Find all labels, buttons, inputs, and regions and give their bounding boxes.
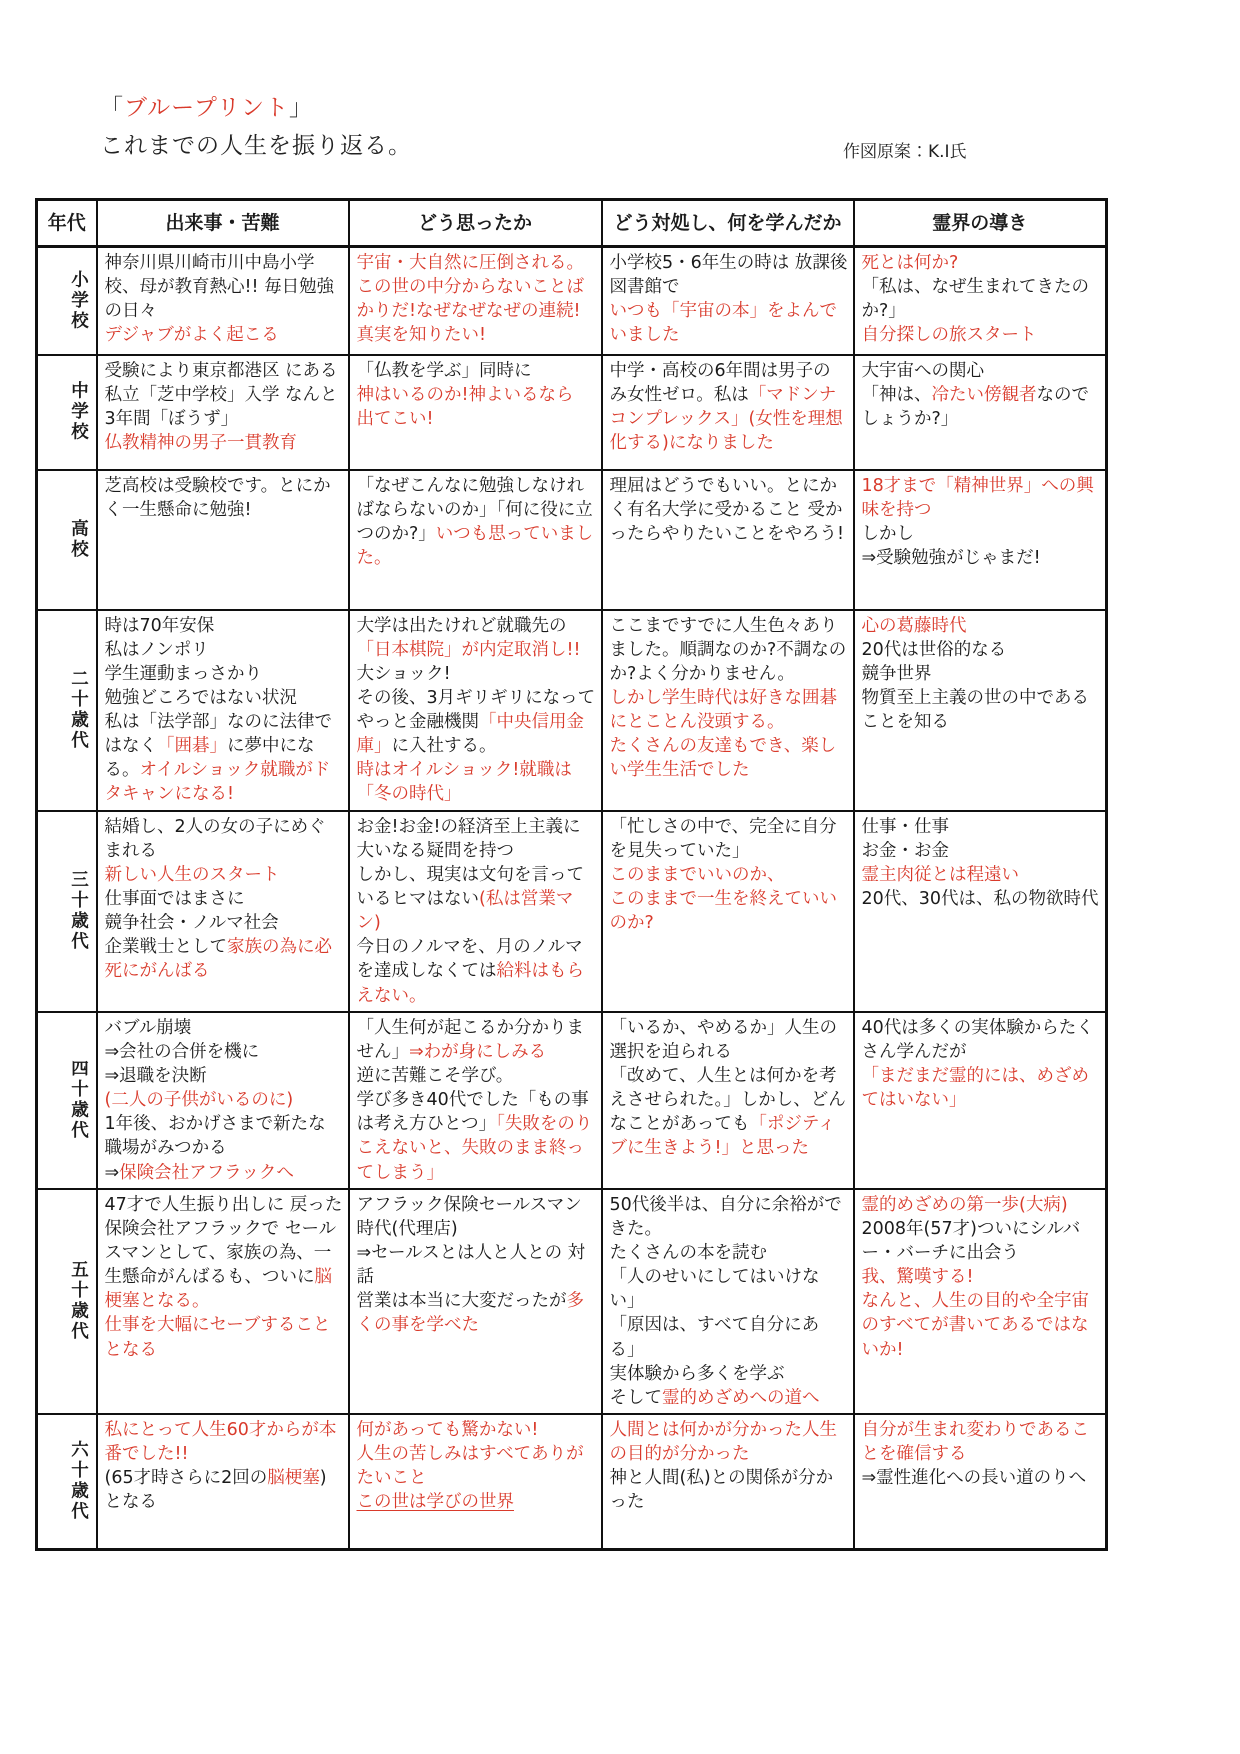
text-run: 47才で人生振り出しに 戻った保険会社アフラックで セールスマンとして、家族の為、一生懸命がんばるも、ついに	[104, 1194, 343, 1288]
table-cell	[854, 1189, 1107, 1414]
text-run: 「囲碁」	[157, 736, 227, 757]
text-run: 神はいるのか!神よいるなら 出てこい!	[356, 384, 580, 429]
text-run: 霊的めざめへの道へ	[662, 1387, 820, 1408]
table-cell	[854, 470, 1107, 610]
text-run: 20代、30代は、私の物欲時代	[861, 889, 1099, 910]
text-run: 「失敗をのりこえないと、失敗のまま終ってしまう」	[356, 1114, 593, 1183]
text-run: に夢中になる。	[104, 736, 315, 781]
table-cell	[854, 1414, 1107, 1549]
text-run: 自分が生まれ変わりであることを確信する	[861, 1420, 1089, 1465]
text-run: 「マドンナコンプレックス」(女性を理想化する)になりました	[609, 384, 843, 453]
text-run: 芝高校は受験校です。とにかく一生懸命に勉強!	[104, 475, 331, 520]
text-run: 家族の為に必死にがんばる	[104, 937, 332, 982]
text-run: ここまですでに人生色々ありました。順調なのか?不調なのか?よく分かりません。	[609, 615, 847, 684]
text-run: 冷たい傍観者	[931, 384, 1037, 405]
page-title	[100, 90, 412, 128]
text-run: (二人の子供がいるのに)	[104, 1090, 294, 1111]
table-cell	[602, 1414, 854, 1549]
table-cell	[97, 1012, 349, 1189]
credit-author: 作図原案：K.I氏	[843, 142, 967, 162]
text-run: 仕事・仕事 お金・お金	[861, 816, 949, 861]
table-cell	[602, 247, 854, 355]
text-run: 「ポジティブに生きよう!」と思った	[609, 1114, 836, 1159]
page-subtitle: これまでの人生を振り返る。	[100, 132, 412, 159]
text-run: 宇宙・大自然に圧倒される。 この世の中分からないことばかりだ!なぜなぜなぜの連続!真実を知りたい!	[356, 253, 584, 346]
text-run: 霊主肉従とは程遠い	[861, 864, 1019, 885]
table-cell	[97, 811, 349, 1012]
text-run: 「私は、なぜ生まれてきたのか?」	[861, 277, 1089, 322]
text-run: 2008年(57才)ついにシルバー・バーチに出会う	[861, 1218, 1081, 1264]
table-cell	[602, 1189, 854, 1414]
text-run: 新しい人生のスタート	[104, 864, 280, 885]
text-run: 中学・高校の6年間は男子のみ女性ゼロ。私は	[609, 360, 831, 405]
title-bracket-open: 「	[100, 95, 124, 121]
table-cell	[602, 811, 854, 1012]
text-run: 今日のノルマを、月のノルマを達成しなくては	[356, 937, 583, 982]
text-run: 心の葛藤時代	[861, 615, 967, 636]
table-cell	[854, 610, 1107, 811]
text-run: 多くの事を学べた	[356, 1291, 584, 1336]
text-run: 大宇宙への関心 「神は、	[861, 360, 984, 405]
text-run: 「中央信用金庫」	[356, 712, 584, 757]
text-run: 「いるか、やめるか」人生の選択を迫られる 「改めて、人生とは何かを考えさせられた。」しかし、どんなことがあっても	[609, 1017, 846, 1135]
table-cell	[349, 811, 602, 1012]
text-run: 時はオイルショック!就職は「冬の時代」	[356, 760, 572, 805]
table-cell	[602, 470, 854, 610]
text-run: 我、驚嘆する! なんと、人生の目的や全宇宙のすべてが書いてあるではないか!	[861, 1267, 1089, 1360]
table-cell	[854, 247, 1107, 355]
text-run: 保険会社アフラックへ	[119, 1162, 294, 1183]
text-run: 「人生何が起こるか分かりません」	[356, 1017, 584, 1062]
text-run: しかし ⇒受験勉強がじゃまだ!	[861, 523, 1041, 568]
table-body	[37, 247, 1107, 1550]
text-run: お金!お金!の経済至上主義に大いなる疑問を持つ しかし、現実は文句を言っているヒマはない	[356, 816, 584, 910]
table-row	[37, 610, 1107, 811]
text-run: 仕事面ではまさに 競争社会・ノルマ社会 企業戦士として	[104, 889, 279, 958]
table-cell	[349, 1189, 602, 1414]
text-run: いつも「宇宙の本」をよんでいました	[609, 301, 837, 346]
text-run: 20代は世俗的なる 競争世界 物質至上主義の世の中であることを知る	[861, 639, 1089, 733]
text-run: バブル崩壊 ⇒会社の合併を機に ⇒退職を決断	[104, 1017, 260, 1087]
text-run: 50代後半は、自分に余裕ができた。 たくさんの本を読む 「人のせいにしてはいけない」 「原因は、すべて自分にある」 実体験から多くを学ぶ そして	[609, 1194, 842, 1408]
table-cell	[97, 470, 349, 610]
text-run: 神奈川県川崎市川中島小学校、母が教育熱心!! 毎日勉強の日々	[104, 253, 335, 322]
document-header	[100, 90, 412, 166]
era-label: 高校	[37, 470, 97, 610]
column-header-lessons: どう対処し、何を学んだか	[602, 200, 854, 247]
table-cell	[97, 1189, 349, 1414]
era-label: 中学校	[37, 355, 97, 470]
text-run: 結婚し、2人の女の子にめぐまれる	[104, 816, 326, 861]
column-header-spirit: 霊界の導き	[854, 200, 1107, 247]
text-run: 「なぜこんなに勉強しなければならないのか」「何に役に立つのか?」	[356, 475, 593, 544]
table-cell	[349, 355, 602, 470]
text-run: アフラック保険セールスマン時代(代理店) ⇒セールスとは人と人との 対話 営業は本当に大変だったが	[356, 1194, 586, 1312]
table-cell	[602, 610, 854, 811]
text-run: 理屈はどうでもいい。とにかく有名大学に受かること 受かったらやりたいことをやろう!	[609, 475, 845, 544]
text-run: 大学は出たけれど就職先の	[356, 615, 567, 636]
table-cell	[97, 1414, 349, 1549]
text-run: デジャブがよく起こる	[104, 325, 279, 346]
table-cell	[349, 610, 602, 811]
text-run: )となる	[104, 1468, 327, 1513]
text-run: 人間とは何かが分かった人生の目的が分かった	[609, 1420, 837, 1465]
text-run: (65才時さらに2回の	[104, 1468, 268, 1489]
text-run: 逆に苦難こそ学び。 学び多き40代でした「もの事は考え方ひとつ」	[356, 1066, 589, 1135]
table-cell	[349, 1414, 602, 1549]
text-run: 受験により東京都港区 にある私立「芝中学校」入学 なんと3年間「ぼうず」	[104, 360, 338, 429]
text-run: 「まだまだ霊的には、めざめてはいない」	[861, 1066, 1089, 1111]
table-cell	[854, 1012, 1107, 1189]
text-run: 私にとって人生60才からが本番でした!!	[104, 1420, 337, 1465]
text-run: 40代は多くの実体験からたくさん学んだが	[861, 1017, 1094, 1062]
text-run: しかし学生時代は好きな囲碁にとことん没頭する。 たくさんの友達もでき、楽しい学生生活でした	[609, 687, 837, 781]
table-row	[37, 811, 1107, 1012]
text-run: 大ショック! その後、3月ギリギリになってやっと金融機関	[356, 663, 596, 733]
table-row	[37, 1414, 1107, 1549]
text-run: ⇒わが身にしみる	[409, 1041, 547, 1062]
text-run: 脳梗塞	[267, 1468, 320, 1489]
text-run: この世は学びの世界	[356, 1492, 514, 1513]
table-row	[37, 1012, 1107, 1189]
text-run: 死とは何か?	[861, 253, 959, 273]
table-row	[37, 1189, 1107, 1414]
text-run: オイルショック就職がドタキャンになる!	[104, 760, 331, 805]
text-run: 神と人間(私)との関係が分かった	[609, 1468, 834, 1513]
text-run: (私は営業マン)	[356, 889, 574, 934]
text-run: このままでいいのか、 このままで一生を終えていいのか?	[609, 864, 837, 934]
title-text: ブループリント	[124, 95, 290, 121]
era-label: 六十歳代	[37, 1414, 97, 1549]
text-run: 脳梗塞となる。 仕事を大幅にセーブすることとなる	[104, 1267, 332, 1360]
column-header-era: 年代	[37, 200, 97, 247]
table-cell	[97, 355, 349, 470]
text-run: に入社する。	[391, 736, 497, 757]
table-header-row	[37, 200, 1107, 247]
text-run: なのでしょうか?」	[861, 384, 1089, 429]
life-blueprint-table	[35, 198, 1108, 1551]
table-cell	[854, 811, 1107, 1012]
table-cell	[349, 247, 602, 355]
table-cell	[349, 470, 602, 610]
table-cell	[602, 355, 854, 470]
text-run: 自分探しの旅スタート	[861, 325, 1037, 346]
era-label: 小学校	[37, 247, 97, 355]
text-run: ⇒霊性進化への長い道のりへ	[861, 1468, 1087, 1489]
table-row	[37, 355, 1107, 470]
table-cell	[97, 610, 349, 811]
era-label: 四十歳代	[37, 1012, 97, 1189]
text-run: 「日本棋院」が内定取消し!!	[356, 639, 581, 660]
table-cell	[97, 247, 349, 355]
era-label: 二十歳代	[37, 610, 97, 811]
table-row	[37, 470, 1107, 610]
table-cell	[349, 1012, 602, 1189]
text-run: 「仏教を学ぶ」同時に	[356, 360, 532, 381]
era-label: 三十歳代	[37, 811, 97, 1012]
text-run: 霊的めざめの第一歩(大病)	[861, 1194, 1068, 1215]
text-run: いつも思っていました。	[356, 523, 594, 568]
title-bracket-close: 」	[289, 95, 314, 121]
text-run: 時は70年安保 私はノンポリ 学生運動まっさかり 勉強どころではない状況 私は「法学部」なのに法律ではなく	[104, 615, 332, 757]
text-run: 何があっても驚かない! 人生の苦しみはすべてありがたいこと	[356, 1420, 584, 1489]
table-cell	[854, 355, 1107, 470]
text-run: 小学校5・6年生の時は 放課後図書館で	[609, 253, 848, 298]
text-run: 給料はもらえない。	[356, 961, 584, 1006]
column-header-events: 出来事・苦難	[97, 200, 349, 247]
text-run: 1年後、おかげさまで新たな職場がみつかる ⇒	[104, 1114, 326, 1183]
table-row	[37, 247, 1107, 355]
table-cell	[602, 1012, 854, 1189]
era-label: 五十歳代	[37, 1189, 97, 1414]
text-run: 仏教精神の男子一貫教育	[104, 432, 297, 453]
text-run: 18才まで「精神世界」への興味を持つ	[861, 475, 1094, 520]
text-run: 「忙しさの中で、完全に自分を見失っていた」	[609, 816, 837, 861]
column-header-thoughts: どう思ったか	[349, 200, 602, 247]
